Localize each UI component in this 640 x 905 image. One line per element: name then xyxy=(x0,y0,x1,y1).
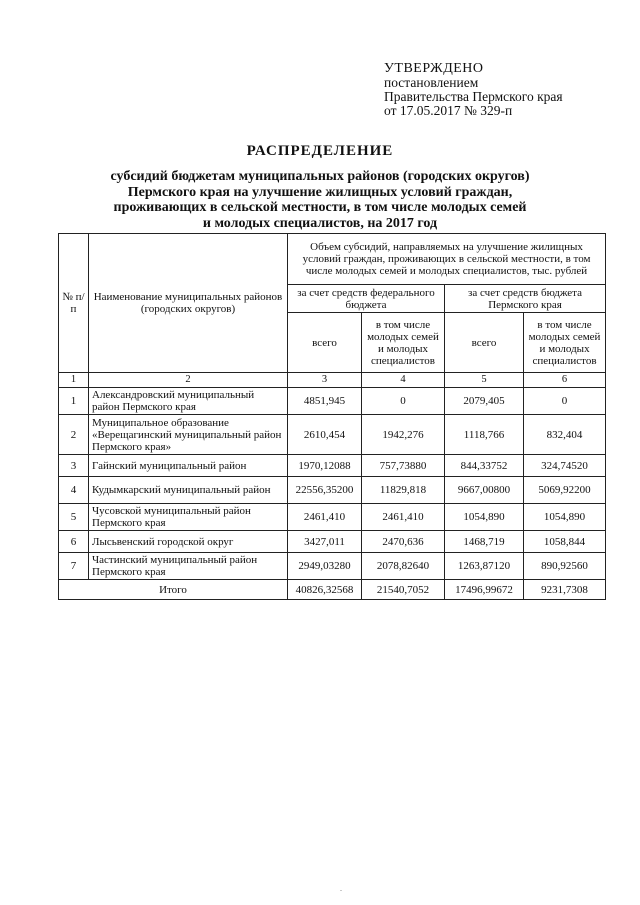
header-federal-young: в том числе молодых семей и молодых специалистов xyxy=(362,313,445,373)
row-number: 2 xyxy=(59,415,89,455)
subsidy-table xyxy=(58,233,606,600)
cell-regional-young: 5069,92200 xyxy=(524,477,606,504)
row-number: 3 xyxy=(59,455,89,477)
row-name: Муниципальное образование «Верещагинский муниципальный район Пермского края» xyxy=(89,415,288,455)
header-regional-young: в том числе молодых семей и молодых специалистов xyxy=(524,313,606,373)
cell-regional-total: 1263,87120 xyxy=(445,553,524,580)
total-regional-total: 17496,99672 xyxy=(445,580,524,600)
header-number: № п/п xyxy=(59,234,89,373)
total-federal-young: 21540,7052 xyxy=(362,580,445,600)
cell-regional-total: 844,33752 xyxy=(445,455,524,477)
table-row xyxy=(59,388,606,415)
approval-block xyxy=(384,62,634,118)
cell-federal-total: 2949,03280 xyxy=(288,553,362,580)
row-number: 4 xyxy=(59,477,89,504)
cell-federal-total: 1970,12088 xyxy=(288,455,362,477)
page-mark: . xyxy=(340,884,342,893)
approval-line-1: постановлением xyxy=(384,75,479,90)
cell-regional-total: 2079,405 xyxy=(445,388,524,415)
cell-federal-young: 2470,636 xyxy=(362,531,445,553)
title-sub-line-1: субсидий бюджетам муниципальных районов (городских округов) xyxy=(110,169,530,184)
row-number: 7 xyxy=(59,553,89,580)
header-volume: Объем субсидий, направляемых на улучшение жилищных условий граждан, проживающих в сельской местности, в том числе молодых семей и молодых специалистов, тыс. рублей xyxy=(288,234,606,285)
table-row xyxy=(59,553,606,580)
header-regional: за счет средств бюджета Пермского края xyxy=(445,285,606,313)
column-number: 3 xyxy=(288,373,362,388)
header-regional-total: всего xyxy=(445,313,524,373)
cell-federal-total: 4851,945 xyxy=(288,388,362,415)
row-name: Чусовской муниципальный район Пермского края xyxy=(89,504,288,531)
table-row xyxy=(59,504,606,531)
cell-federal-total: 3427,011 xyxy=(288,531,362,553)
table-row xyxy=(59,415,606,455)
table-row xyxy=(59,531,606,553)
total-label: Итого xyxy=(59,580,288,600)
cell-regional-total: 9667,00800 xyxy=(445,477,524,504)
header-name: Наименование муниципальных районов (городских округов) xyxy=(89,234,288,373)
cell-federal-total: 2461,410 xyxy=(288,504,362,531)
row-number: 1 xyxy=(59,388,89,415)
cell-federal-total: 22556,35200 xyxy=(288,477,362,504)
column-number: 1 xyxy=(59,373,89,388)
document-title xyxy=(60,143,580,231)
title-main: РАСПРЕДЕЛЕНИЕ xyxy=(246,143,394,159)
cell-federal-young: 757,73880 xyxy=(362,455,445,477)
row-name: Кудымкарский муниципальный район xyxy=(89,477,288,504)
cell-federal-young: 11829,818 xyxy=(362,477,445,504)
cell-federal-young: 1942,276 xyxy=(362,415,445,455)
approval-line-2: Правительства Пермского края xyxy=(384,89,563,104)
row-name: Гайнский муниципальный район xyxy=(89,455,288,477)
total-row xyxy=(59,580,606,600)
cell-regional-young: 324,74520 xyxy=(524,455,606,477)
column-number: 4 xyxy=(362,373,445,388)
cell-regional-total: 1118,766 xyxy=(445,415,524,455)
approval-heading: УТВЕРЖДЕНО xyxy=(384,61,484,76)
header-federal-total: всего xyxy=(288,313,362,373)
cell-federal-young: 2078,82640 xyxy=(362,553,445,580)
row-name: Частинский муниципальный район Пермского края xyxy=(89,553,288,580)
cell-regional-total: 1054,890 xyxy=(445,504,524,531)
total-federal-total: 40826,32568 xyxy=(288,580,362,600)
total-regional-young: 9231,7308 xyxy=(524,580,606,600)
title-sub-line-3: проживающих в сельской местности, в том числе молодых семей xyxy=(113,200,527,215)
cell-regional-young: 0 xyxy=(524,388,606,415)
row-name: Лысьвенский городской округ xyxy=(89,531,288,553)
cell-regional-young: 1058,844 xyxy=(524,531,606,553)
header-federal: за счет средств федерального бюджета xyxy=(288,285,445,313)
row-name: Александровский муниципальный район Пермского края xyxy=(89,388,288,415)
column-number: 6 xyxy=(524,373,606,388)
cell-federal-total: 2610,454 xyxy=(288,415,362,455)
row-number: 6 xyxy=(59,531,89,553)
cell-regional-young: 1054,890 xyxy=(524,504,606,531)
cell-federal-young: 0 xyxy=(362,388,445,415)
table-row xyxy=(59,455,606,477)
title-sub-line-4: и молодых специалистов, на 2017 год xyxy=(202,215,438,231)
table-row xyxy=(59,477,606,504)
column-number-row xyxy=(59,373,606,388)
column-number: 5 xyxy=(445,373,524,388)
row-number: 5 xyxy=(59,504,89,531)
cell-federal-young: 2461,410 xyxy=(362,504,445,531)
cell-regional-total: 1468,719 xyxy=(445,531,524,553)
cell-regional-young: 832,404 xyxy=(524,415,606,455)
cell-regional-young: 890,92560 xyxy=(524,553,606,580)
column-number: 2 xyxy=(89,373,288,388)
title-sub-line-2: Пермского края на улучшение жилищных условий граждан, xyxy=(127,184,513,200)
approval-line-3: от 17.05.2017 № 329-п xyxy=(384,103,513,118)
